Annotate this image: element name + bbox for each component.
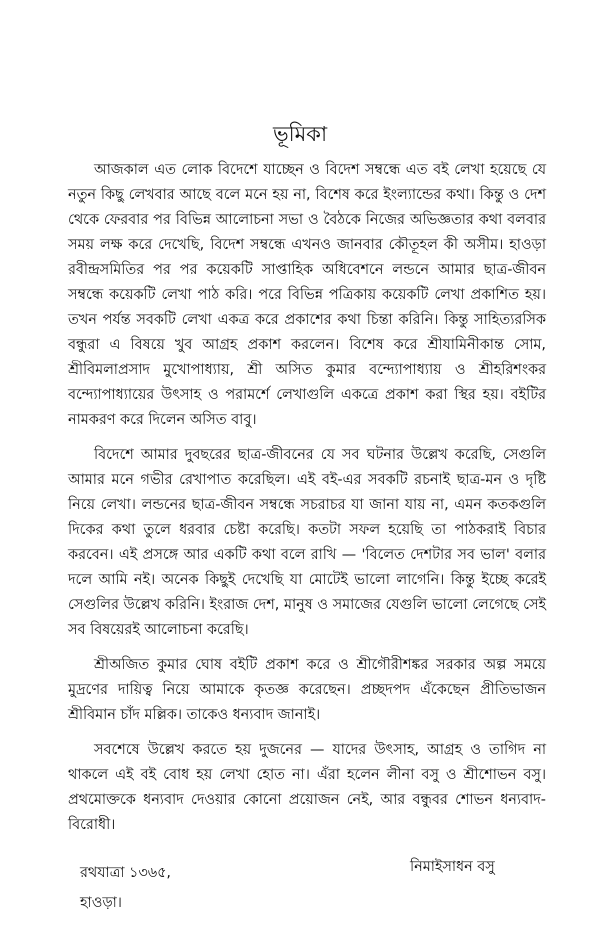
paragraph: শ্রীঅজিত কুমার ঘোষ বইটি প্রকাশ করে ও শ্রীগৌরীশঙ্কর সরকার অল্প সময়ে মুদ্রণের দায়িত্ব নিয়ে আমাকে কৃতজ্ঞ করেছেন। প্রচ্ছদপদ এঁকেছেন প্রীতিভাজন শ্রীবিমান চাঁদ মল্লিক। তাকেও ধন্যবাদ জানাই।	[68, 657, 546, 723]
paragraph: বিদেশে আমার দুবছরের ছাত্র-জীবনের যে সব ঘটনার উল্লেখ করেছি, সেগুলি আমার মনে গভীর রেখাপাত করেছিল। এই বই-এর সবকটি রচনাই ছাত্র-মন ও দৃষ্টি নিয়ে লেখা। লন্ডনের ছাত্র-জীবন সম্বন্ধে সচরাচর যা জানা যায় না, এমন কতকগুলি দিকের কথা তুলে ধরবার চেষ্টা করেছি। কতটা সফল হয়েছি তা পাঠকরাই বিচার করবেন। এই প্রসঙ্গে আর একটি কথা বলে রাখি — 'বিলেত দেশটার সব ভাল' বলার দলে আমি নই। অনেক কিছুই দেখেছি যা মোটেই ভালো লাগেনি। কিন্তু ইচ্ছে করেই সেগুলির উল্লেখ করিনি। ইংরাজ দেশ, মানুষ ও সমাজের যেগুলি ভালো লেগেছে সেই সব বিষয়েরই আলোচনা করেছি।	[68, 447, 546, 638]
preface-body	[68, 158, 546, 838]
paragraph: আজকাল এত লোক বিদেশে যাচ্ছেন ও বিদেশ সম্বন্ধে এত বই লেখা হয়েছে যে নতুন কিছু লেখবার আছে বলে মনে হয় না, বিশেষ করে ইংল্যান্ডের কথা। কিন্তু ও দেশ থেকে ফেরবার পর বিভিন্ন আলোচনা সভা ও বৈঠকে নিজের অভিজ্ঞতার কথা বলবার সময় লক্ষ করে দেখেছি, বিদেশ সম্বন্ধে এখনও জানবার কৌতূহল কী অসীম। হাওড়া রবীন্দ্রসমিতির পর পর কয়েকটি সাপ্তাহিক অধিবেশনে লন্ডনে আমার ছাত্র-জীবন সম্বন্ধে কয়েকটি লেখা পাঠ করি। পরে বিভিন্ন পত্রিকায় কয়েকটি লেখা প্রকাশিত হয়। তখন পর্যন্ত সবকটি লেখা একত্র করে প্রকাশের কথা চিন্তা করিনি। কিন্তু সাহিত্যরসিক বন্ধুরা এ বিষয়ে খুব আগ্রহ প্রকাশ করলেন। বিশেষ করে শ্রীযামিনীকান্ত সোম, শ্রীবিমলাপ্রসাদ মুখোপাধ্যায়, শ্রী অসিত কুমার বন্দ্যোপাধ্যায় ও শ্রীহরিশংকর বন্দ্যোপাধ্যায়ের উৎসাহ ও পরামর্শে লেখাগুলি একত্রে প্রকাশ করা স্থির হয়। বইটির নামকরণ করে দিলেন অসিত বাবু।	[68, 162, 546, 428]
place-line: হাওড়া।	[80, 895, 122, 911]
page-title: ভূমিকা	[272, 122, 328, 146]
author-signature: নিমাইসাধন বসু	[410, 859, 495, 875]
date-line: রথযাত্রা ১৩৬৫,	[80, 865, 171, 881]
paragraph: সবশেষে উল্লেখ করতে হয় দুজনের — যাদের উৎসাহ, আগ্রহ ও তাগিদ না থাকলে এই বই বোধ হয় লেখা হোত না। এঁরা হলেন লীনা বসু ও শ্রীশোভন বসু। প্রথমোক্তকে ধন্যবাদ দেওয়ার কোনো প্রয়োজন নেই, আর বন্ধুবর শোভন ধন্যবাদ-বিরোধী।	[68, 742, 546, 833]
date-block	[80, 858, 171, 918]
